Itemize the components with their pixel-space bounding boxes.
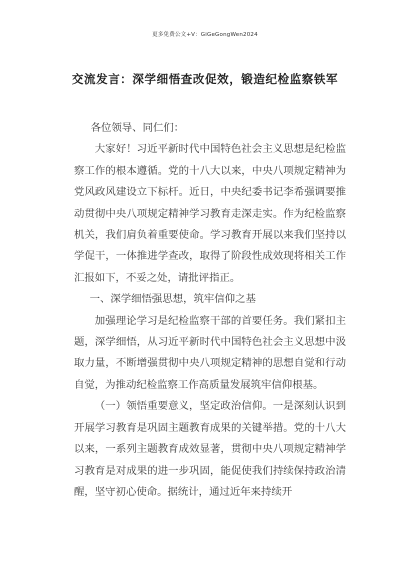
salutation: 各位领导、同仁们： [90, 122, 185, 134]
paragraph-section-1: 加强理论学习是纪检监察干部的首要任务。我们紧扣主题，深学细悟，从习近平新时代中国特色社会主义思想中汲取力量，不断增强贯彻中央八项规定精神的思想自觉和行动自觉，为推动纪检监察工作高质量发展筑牢信仰根基。 [74, 314, 346, 391]
section-heading-1: 一、深学细悟强思想，筑牢信仰之基 [89, 293, 256, 306]
document-title: 交流发言：深学细悟查改促效，锻造纪检监察铁军 [71, 72, 339, 86]
paragraph-subsection-1: （一）领悟重要意义，坚定政治信仰。一是深刻认识到开展学习教育是巩固主题教育成果的关键举措。党的十八大以来，一系列主题教育成效显著，贯彻中央八项规定精神学习教育是对成果的进一步巩固，能促使我们持续保持政治清醒，坚守初心使命。据统计，通过近年来持续开 [74, 400, 346, 498]
paragraph-intro: 大家好！习近平新时代中国特色社会主义思想是纪检监察工作的根本遵循。党的十八大以来，中央八项规定精神为党风政风建设立下标杆。近日，中央纪委书记李希强调要推动贯彻中央八项规定精神学习教育走深走实。作为纪检监察机关，我们肩负着重要使命。学习教育开展以来我们坚持以学促干，一体推进学查改，取得了阶段性成效现将相关工作汇报如下，不妥之处，请批评指正。 [74, 143, 346, 284]
document-body [74, 118, 346, 503]
header-note: 更多免费公文+V：GiGeGongWen2024 [152, 32, 258, 38]
